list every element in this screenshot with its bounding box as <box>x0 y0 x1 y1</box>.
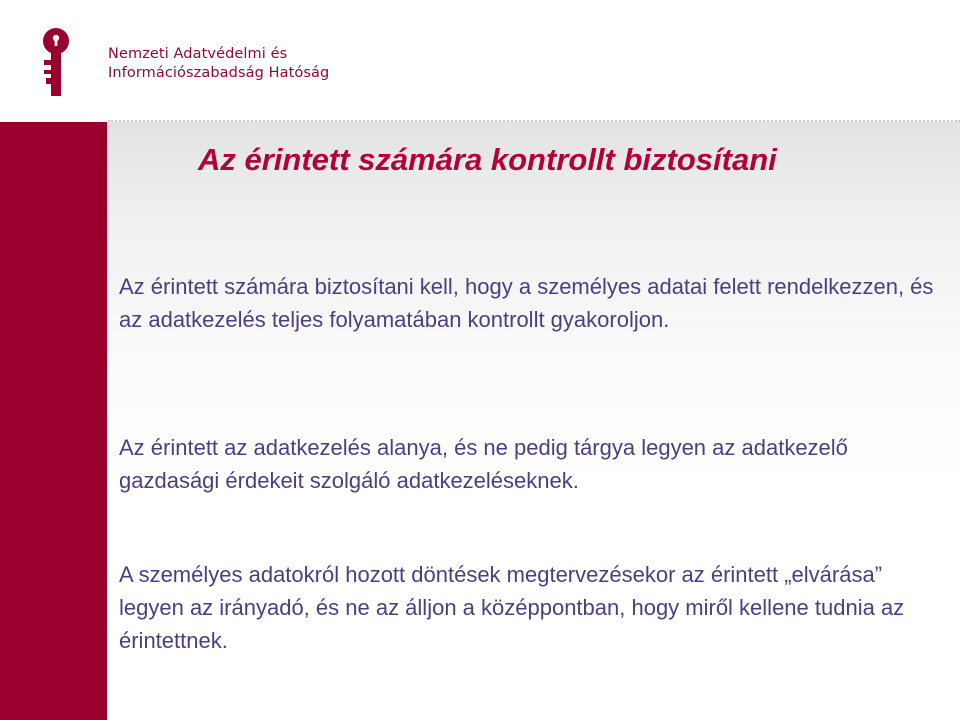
paragraph-expectation: A személyes adatokról hozott döntések megtervezésekor az érintett „elvárása” legyen az irányadó, és ne az álljon a középpontban, hogy miről kellene tudnia az érintettnek. <box>119 562 905 653</box>
organization-name-line-1: Nemzeti Adatvédelmi és <box>108 46 288 62</box>
paragraph-control: Az érintett számára biztosítani kell, hogy a személyes adatai felett rendelkezzen, és az adatkezelés teljes folyamatában kontrollt gyakoroljon. <box>119 274 934 332</box>
key-icon <box>38 26 74 98</box>
side-accent-bar <box>0 122 107 720</box>
slide-content <box>107 122 960 720</box>
slide-header <box>0 0 960 120</box>
slide-title: Az érintett számára kontrollt biztosítani <box>198 142 777 177</box>
organization-name-line-2: Információszabadság Hatóság <box>108 65 330 81</box>
paragraph-subject: Az érintett az adatkezelés alanya, és ne pedig tárgya legyen az adatkezelő gazdasági érdekeit szolgáló adatkezeléseknek. <box>119 435 848 493</box>
organization-name <box>108 45 329 83</box>
